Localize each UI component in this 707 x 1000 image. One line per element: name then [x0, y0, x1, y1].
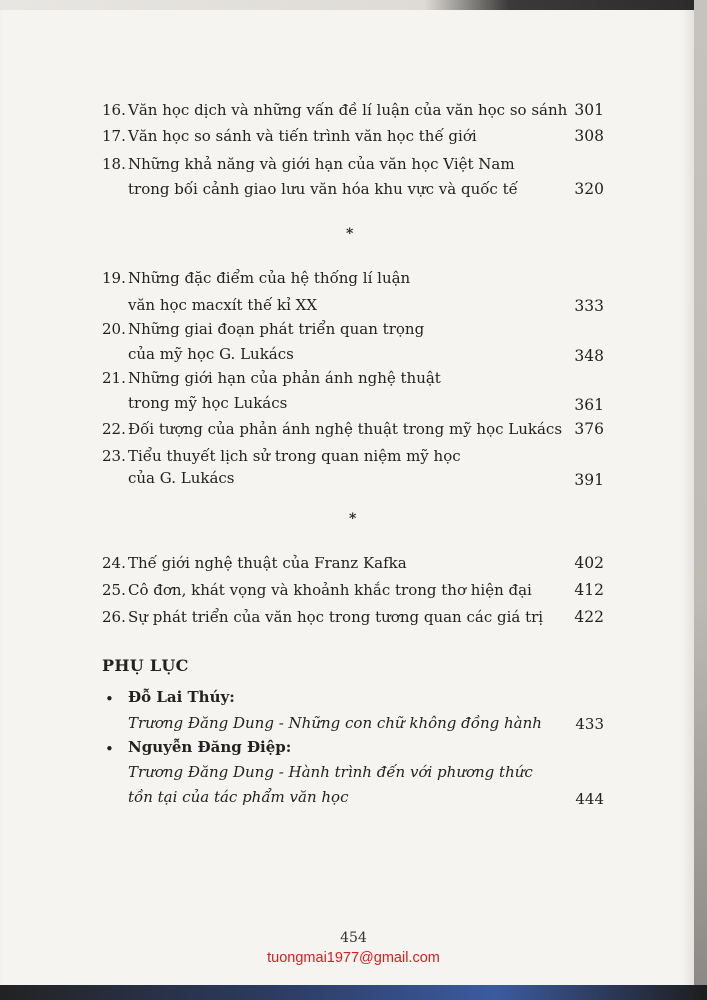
appendix-author: Đỗ Lai Thúy:	[128, 688, 235, 706]
entry-page: 333	[574, 297, 604, 315]
entry-title: Thế giới nghệ thuật của Franz Kafka	[128, 554, 407, 572]
page-number: 454	[340, 930, 367, 946]
bottom-background	[0, 985, 707, 1000]
entry-title: trong mỹ học Lukács	[128, 394, 288, 412]
entry-number: 26.	[102, 608, 126, 626]
appendix-author: Nguyễn Đăng Điệp:	[128, 738, 292, 756]
bullet-icon: •	[105, 740, 114, 758]
appendix-page: 433	[575, 715, 604, 733]
entry-title: văn học macxít thế kỉ XX	[128, 296, 318, 314]
entry-number: 22.	[102, 420, 126, 438]
entry-title: Những khả năng và giới hạn của văn học Việt Nam	[128, 155, 515, 173]
entry-title: Những giới hạn của phản ánh nghệ thuật	[128, 369, 441, 387]
entry-number: 20.	[102, 320, 126, 338]
entry-title: Cô đơn, khát vọng và khoảnh khắc trong thơ hiện đại	[128, 581, 532, 599]
entry-page: 301	[574, 101, 604, 119]
entry-title: của G. Lukács	[128, 469, 235, 487]
entry-number: 25.	[102, 581, 126, 599]
entry-title: của mỹ học G. Lukács	[128, 345, 294, 363]
entry-title: Sự phát triển của văn học trong tương quan các giá trị	[128, 608, 544, 626]
entry-number: 21.	[102, 369, 126, 387]
email-watermark: tuongmai1977@gmail.com	[267, 950, 440, 966]
entry-title: Văn học so sánh và tiến trình văn học thế giới	[128, 127, 477, 145]
entry-page: 402	[574, 554, 604, 572]
entry-number: 17.	[102, 127, 126, 145]
appendix-title-line: tồn tại của tác phẩm văn học	[128, 788, 349, 806]
appendix-page: 444	[575, 790, 604, 808]
bullet-icon: •	[105, 690, 114, 708]
entry-title: Những giai đoạn phát triển quan trọng	[128, 320, 425, 338]
appendix-title-line: Trương Đăng Dung - Hành trình đến với phương thức	[128, 763, 533, 781]
entry-page: 361	[574, 396, 604, 414]
entry-page: 376	[574, 420, 604, 438]
entry-page: 348	[574, 347, 604, 365]
section-separator: *	[349, 511, 357, 527]
entry-number: 16.	[102, 101, 126, 119]
top-page-edge	[0, 0, 707, 10]
appendix-title: PHỤ LỤC	[102, 656, 189, 675]
entry-title: Tiểu thuyết lịch sử trong quan niệm mỹ học	[128, 447, 461, 465]
entry-title: Văn học dịch và những vấn đề lí luận của văn học so sánh	[128, 101, 568, 119]
entry-title: trong bối cảnh giao lưu văn hóa khu vực và quốc tế	[128, 180, 518, 198]
entry-page: 320	[574, 180, 604, 198]
entry-page: 308	[574, 127, 604, 145]
right-page-edge	[694, 0, 707, 1000]
entry-title: Những đặc điểm của hệ thống lí luận	[128, 269, 411, 287]
entry-page: 412	[574, 581, 604, 599]
entry-page: 422	[574, 608, 604, 626]
entry-title: Đối tượng của phản ánh nghệ thuật trong mỹ học Lukács	[128, 420, 563, 438]
entry-number: 19.	[102, 269, 126, 287]
entry-number: 23.	[102, 447, 126, 465]
entry-number: 24.	[102, 554, 126, 572]
appendix-title-line: Trương Đăng Dung - Những con chữ không đồng hành	[128, 714, 542, 732]
entry-number: 18.	[102, 155, 126, 173]
section-separator: *	[346, 226, 354, 242]
entry-page: 391	[574, 471, 604, 489]
